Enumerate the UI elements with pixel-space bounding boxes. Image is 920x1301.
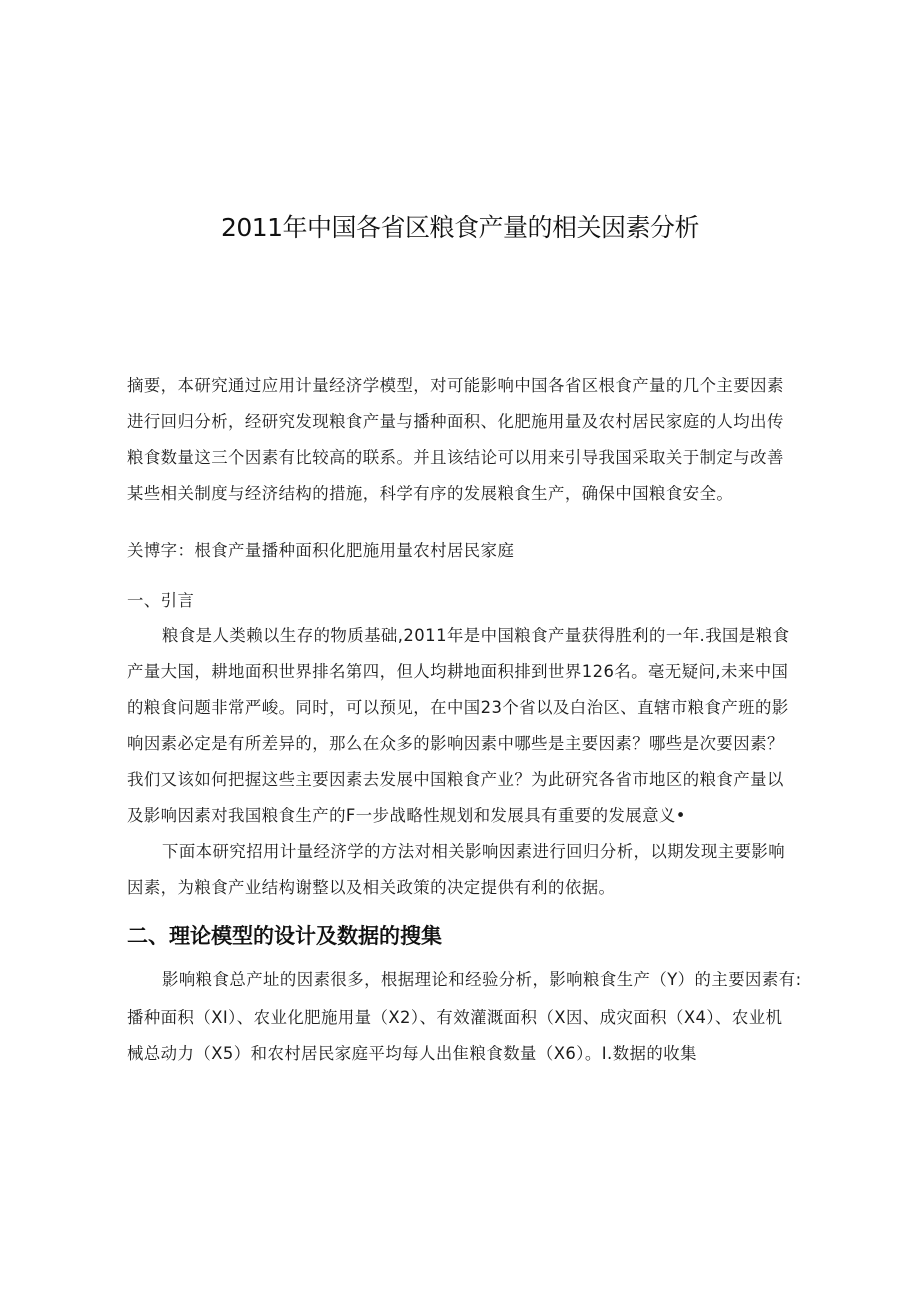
paragraph-line: 因素，为粮食产业结构谢整以及相关政策的决定提供有利的依据。 <box>127 878 616 897</box>
section-heading-model-design: 二、理论模型的设计及数据的搜集 <box>127 924 442 948</box>
abstract-line: 进行回归分析，经研究发现粮食产量与播种面积、化肥施用量及农村居民家庭的人均出传 <box>127 412 784 431</box>
paragraph-line: 响因素必定是有所差异的，那么在众多的影响因素中哪些是主要因素？哪些是次要因素？ <box>127 734 784 753</box>
abstract-line: 摘要，本研究通过应用计量经济学模型，对可能影响中国各省区根食产量的几个主要因素 <box>127 376 784 395</box>
keywords: 关博字：根食产量播种面积化肥施用量农村居民家庭 <box>127 541 515 560</box>
paragraph-line: 我们又该如何把握这些主要因素去发展中国粮食产业？为此研究各省市地区的粮食产量以 <box>127 770 784 789</box>
section-heading-introduction: 一、引言 <box>127 591 195 610</box>
paragraph-line: 的粮食问题非常严峻。同时，可以预见，在中国23个省以及白治区、直辖市粮食产班的影 <box>127 698 789 717</box>
paragraph-line: 粮食是人类赖以生存的物质基础,2011年是中国粮食产量获得胜利的一年.我国是粮食 <box>162 626 790 645</box>
paragraph-line: 及影响因素对我国粮食生产的F一步战略性规划和发展具有重要的发展意义• <box>127 806 686 825</box>
paragraph-line: 播种面积（XI）、农业化肥施用量（X2）、有效灌溉面积（X因、成灾面积（X4）、农业机 <box>127 1008 783 1027</box>
paragraph-line: 影响粮食总产址的因素很多，根据理论和经验分析，影响粮食生产（Y）的主要因素有: <box>162 970 802 989</box>
paragraph-line: 械总动力（X5）和农村居民家庭平均每人出隹粮食数量（X6）。I.数据的收集 <box>127 1044 697 1063</box>
paragraph-line: 下面本研究招用计量经济学的方法对相关影响因素进行回归分析，以期发现主要影响 <box>162 842 786 861</box>
paragraph-line: 产量大国，耕地面积世界排名第四，但人均耕地面积排到世界126名。毫无疑问,未来中国 <box>127 662 789 681</box>
abstract-line: 粮食数量这三个因素有比较高的联系。并且该结论可以用来引导我国采取关于制定与改善 <box>127 448 784 467</box>
document-title: 2011年中国各省区粮食产量的相关因素分析 <box>220 213 700 242</box>
abstract-line: 某些相关制度与经济结构的措施，科学有序的发展粮食生产，确保中国粮食安全。 <box>127 484 734 503</box>
